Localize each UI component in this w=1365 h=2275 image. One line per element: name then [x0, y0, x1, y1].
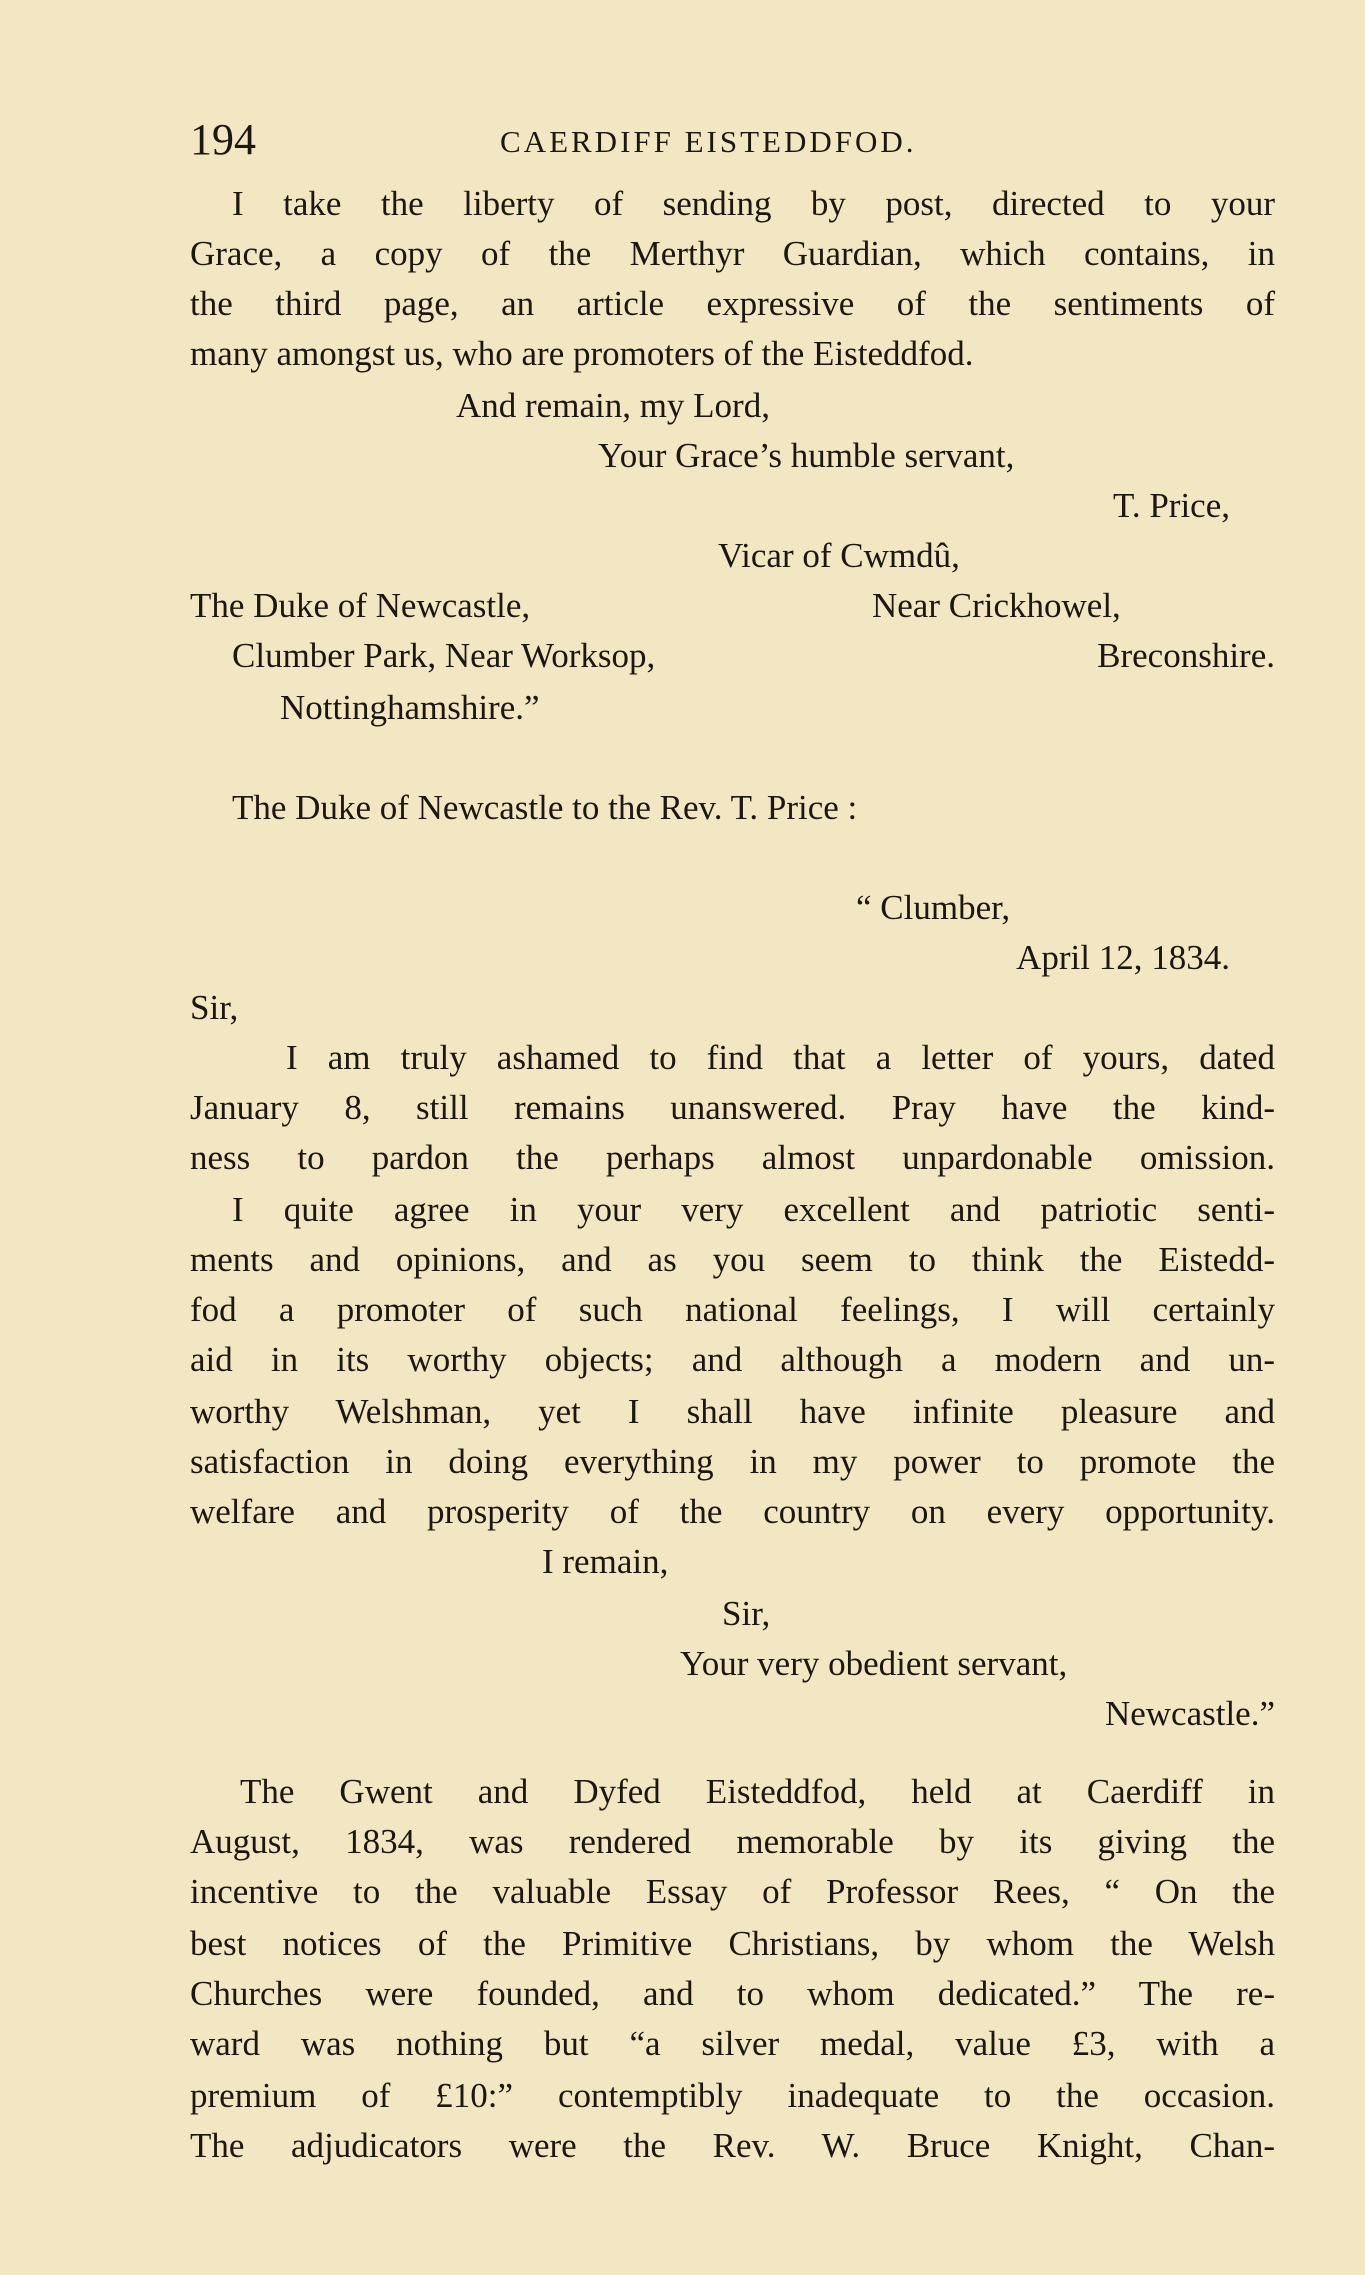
price-closing: And remain, my Lord,	[456, 386, 770, 425]
recipient-line-2: Clumber Park, Near Worksop,	[232, 636, 656, 675]
narrative-line-1: The Gwent and Dyfed Eisteddfod, held at Caerdiff in	[240, 1772, 1275, 1811]
narrative-line-5: Churches were founded, and to whom dedicated.” The re-	[190, 1974, 1275, 2013]
price-signature: T. Price,	[1113, 486, 1230, 525]
duke-signature: Newcastle.”	[1104, 1694, 1275, 1733]
duke-letter-line-3: ness to pardon the perhaps almost unpardonable omission.	[190, 1138, 1275, 1177]
price-letter-line-3: the third page, an article expressive of the sentiments of	[190, 284, 1275, 323]
duke-letter-place: “ Clumber,	[856, 888, 1011, 927]
duke-servant-line: Your very obedient servant,	[680, 1644, 1068, 1683]
narrative-line-2: August, 1834, was rendered memorable by its giving the	[190, 1822, 1275, 1861]
duke-letter-line-2: January 8, still remains unanswered. Pray have the kind-	[190, 1088, 1275, 1127]
duke-letter-date: April 12, 1834.	[1016, 938, 1230, 977]
duke-letter-line-1: I am truly ashamed to find that a letter of yours, dated	[286, 1038, 1275, 1077]
narrative-line-6: ward was nothing but “a silver medal, value £3, with a	[190, 2024, 1275, 2063]
price-letter-line-2: Grace, a copy of the Merthyr Guardian, which contains, in	[190, 234, 1275, 273]
recipient-line-1: The Duke of Newcastle,	[190, 586, 531, 625]
sender-address-line-2: Breconshire.	[1097, 636, 1275, 675]
duke-letter-line-7: aid in its worthy objects; and although a modern and un-	[190, 1340, 1275, 1379]
running-title: CAERDIFF EISTEDDFOD.	[500, 124, 917, 159]
narrative-line-8: The adjudicators were the Rev. W. Bruce Knight, Chan-	[190, 2126, 1275, 2165]
duke-letter-line-5: ments and opinions, and as you seem to think the Eistedd-	[190, 1240, 1275, 1279]
narrative-line-4: best notices of the Primitive Christians, by whom the Welsh	[190, 1924, 1275, 1963]
duke-letter-line-8: worthy Welshman, yet I shall have infinite pleasure and	[190, 1392, 1275, 1431]
duke-letter-line-9: satisfaction in doing everything in my power to promote the	[190, 1442, 1275, 1481]
duke-letter-line-6: fod a promoter of such national feelings, I will certainly	[190, 1290, 1275, 1329]
duke-letter-heading: The Duke of Newcastle to the Rev. T. Price :	[232, 788, 858, 827]
recipient-line-3: Nottinghamshire.”	[280, 688, 540, 727]
running-head	[190, 112, 1275, 168]
duke-letter-line-4: I quite agree in your very excellent and patriotic senti-	[232, 1190, 1275, 1229]
duke-letter-salutation: Sir,	[190, 988, 239, 1027]
duke-letter-line-10: welfare and prosperity of the country on every opportunity.	[190, 1492, 1275, 1531]
price-letter-line-4: many amongst us, who are promoters of the Eisteddfod.	[190, 334, 974, 373]
price-servant-line: Your Grace’s humble servant,	[598, 436, 1015, 475]
narrative-line-3: incentive to the valuable Essay of Professor Rees, “ On the	[190, 1872, 1275, 1911]
price-sender-title: Vicar of Cwmdû,	[718, 536, 960, 575]
duke-closing-sir: Sir,	[722, 1594, 771, 1633]
duke-closing: I remain,	[542, 1542, 669, 1581]
price-letter-line-1: I take the liberty of sending by post, directed to your	[232, 184, 1275, 223]
sender-address-line-1: Near Crickhowel,	[872, 586, 1121, 625]
narrative-line-7: premium of £10:” contemptibly inadequate to the occasion.	[190, 2076, 1275, 2115]
page-number: 194	[190, 115, 256, 164]
